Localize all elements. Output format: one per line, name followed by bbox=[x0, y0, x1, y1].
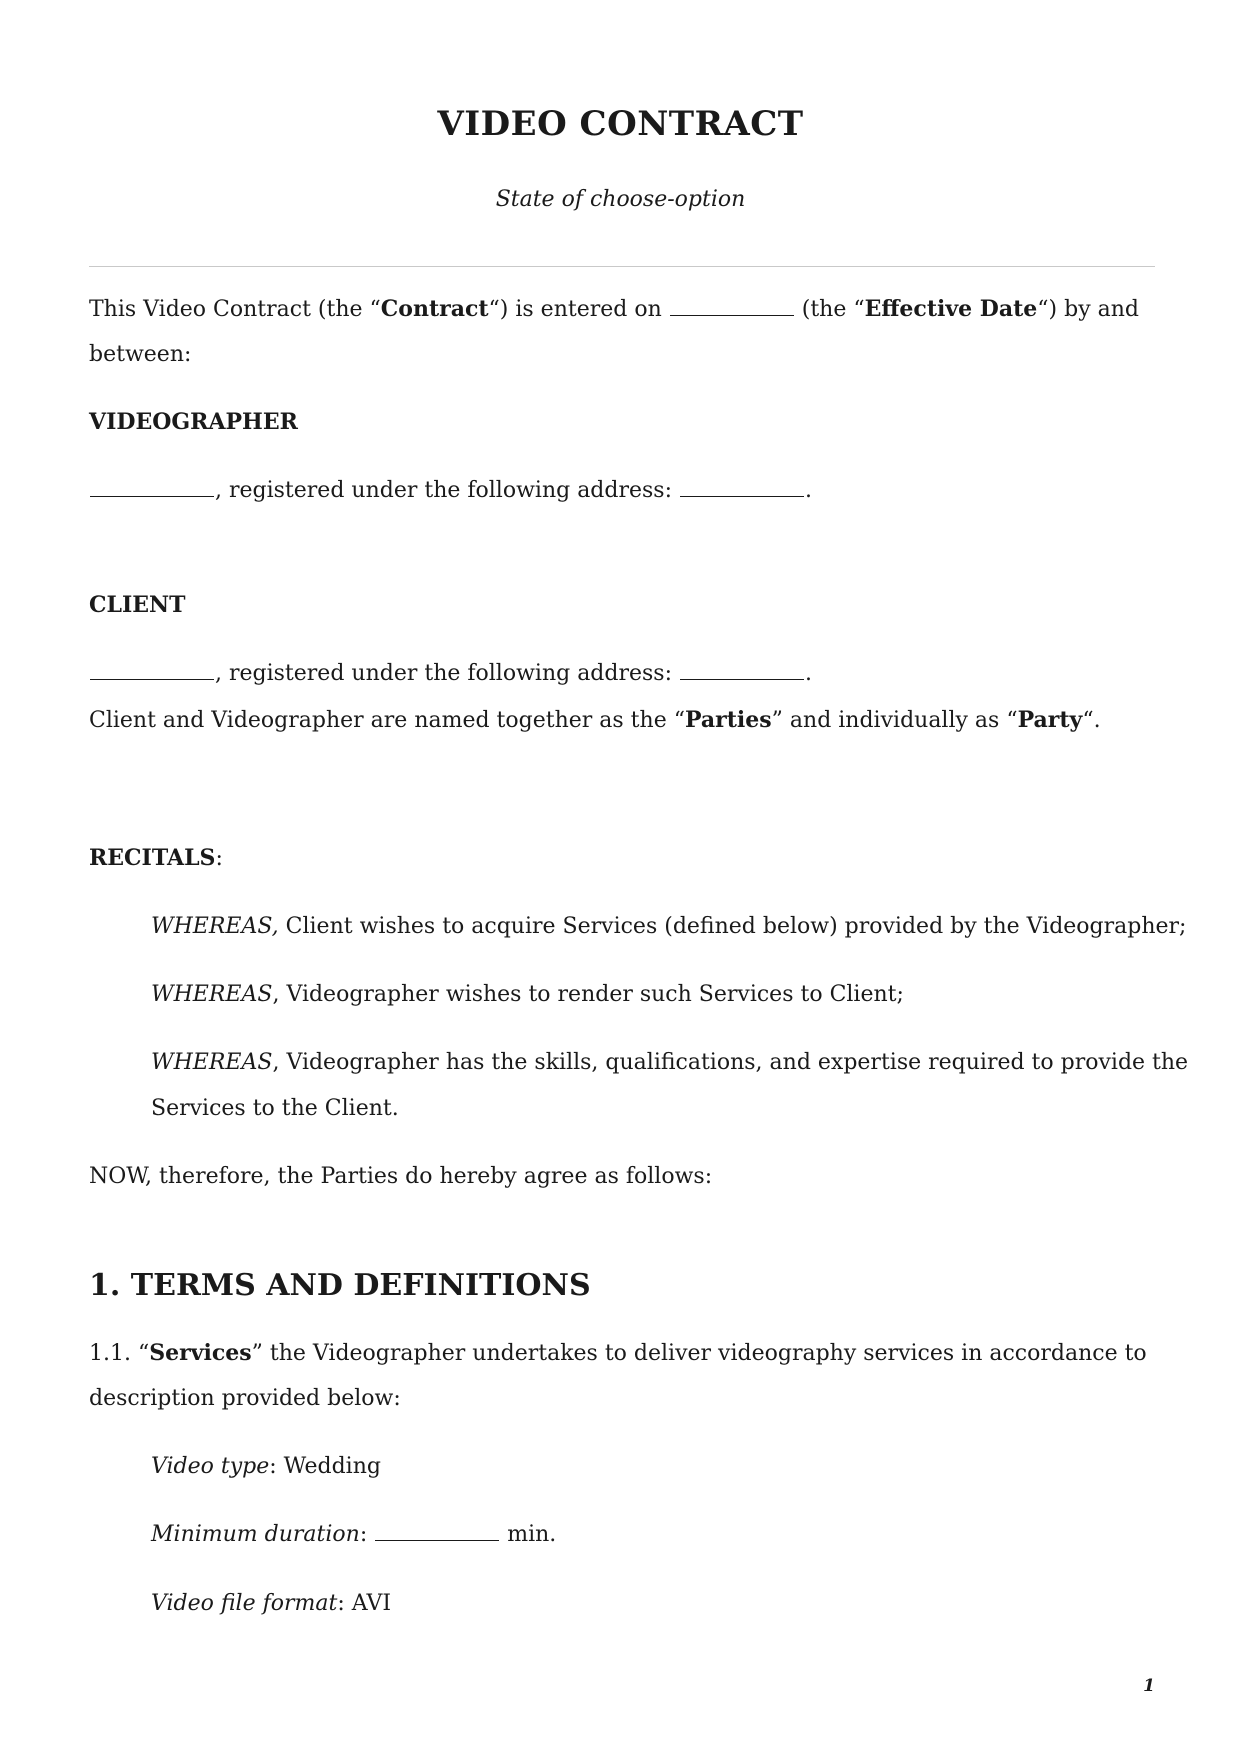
minimum-duration-unit: min. bbox=[507, 1522, 557, 1547]
client-name-blank[interactable] bbox=[90, 659, 214, 680]
page-number: 1 bbox=[1143, 1676, 1155, 1696]
recital-item-1 bbox=[151, 912, 1186, 942]
parties-term: Parties bbox=[684, 707, 772, 733]
intro-text-2: “) is entered on bbox=[488, 297, 662, 322]
effective-date-term: Effective Date bbox=[864, 296, 1038, 322]
contract-term: Contract bbox=[380, 296, 489, 322]
field-video-file-format bbox=[151, 1589, 391, 1619]
minimum-duration-sep: : bbox=[359, 1522, 375, 1547]
parties-sentence bbox=[89, 705, 1101, 736]
recital-text-3: , Videographer has the skills, qualifications, and expertise required to provide the bbox=[272, 1050, 1189, 1075]
videographer-heading: VIDEOGRAPHER bbox=[89, 409, 298, 435]
clause-text: ” the Videographer undertakes to deliver videography services in accordance to bbox=[251, 1341, 1147, 1366]
client-heading: CLIENT bbox=[89, 592, 186, 618]
clause-number: 1.1. “ bbox=[89, 1341, 150, 1366]
intro-text-3: (the “ bbox=[801, 297, 865, 322]
parties-text-1: Client and Videographer are named together as the “ bbox=[89, 708, 685, 733]
recital-item-3-line-2: Services to the Client. bbox=[151, 1096, 399, 1121]
header-divider bbox=[89, 266, 1155, 267]
effective-date-blank[interactable] bbox=[670, 295, 794, 316]
videographer-name-blank[interactable] bbox=[90, 476, 214, 497]
recitals-heading-text: RECITALS bbox=[89, 845, 216, 871]
recital-item-3 bbox=[151, 1048, 1188, 1078]
clause-1-1 bbox=[89, 1338, 1147, 1369]
client-text: , registered under the following address: bbox=[215, 661, 673, 686]
videographer-address-blank[interactable] bbox=[680, 476, 804, 497]
client-address-blank[interactable] bbox=[680, 659, 804, 680]
field-video-type bbox=[151, 1452, 381, 1482]
video-type-label: Video type bbox=[151, 1454, 270, 1479]
parties-text-3: “. bbox=[1082, 708, 1101, 733]
clause-1-1-line-2: description provided below: bbox=[89, 1386, 401, 1411]
section-1-heading: 1. TERMS AND DEFINITIONS bbox=[89, 1268, 591, 1303]
recital-text-1: Client wishes to acquire Services (defined below) provided by the Videographer; bbox=[278, 914, 1187, 939]
parties-text-2: ” and individually as “ bbox=[771, 708, 1018, 733]
recital-text-2: , Videographer wishes to render such Services to Client; bbox=[272, 982, 904, 1007]
videographer-line bbox=[89, 476, 812, 506]
video-type-value: Wedding bbox=[283, 1454, 381, 1479]
intro-text-4: “) by and bbox=[1037, 297, 1139, 322]
recital-lead-2: WHEREAS bbox=[151, 982, 273, 1007]
client-end: . bbox=[805, 661, 813, 686]
video-type-sep: : bbox=[269, 1454, 284, 1479]
client-line bbox=[89, 659, 812, 689]
intro-text-1: This Video Contract (the “ bbox=[89, 297, 381, 322]
services-term: Services bbox=[149, 1340, 252, 1366]
minimum-duration-blank[interactable] bbox=[375, 1520, 499, 1541]
minimum-duration-label: Minimum duration bbox=[151, 1522, 360, 1547]
recitals-closing: NOW, therefore, the Parties do hereby agree as follows: bbox=[89, 1164, 713, 1189]
videographer-text: , registered under the following address: bbox=[215, 478, 673, 503]
videographer-end: . bbox=[805, 478, 813, 503]
field-minimum-duration bbox=[151, 1520, 556, 1550]
intro-line-1 bbox=[89, 294, 1139, 325]
video-file-format-value: AVI bbox=[351, 1591, 392, 1616]
intro-line-2: between: bbox=[89, 342, 192, 367]
recitals-colon: : bbox=[215, 846, 223, 871]
party-term: Party bbox=[1017, 707, 1083, 733]
recital-lead-1: WHEREAS, bbox=[151, 914, 279, 939]
recital-item-2 bbox=[151, 980, 904, 1010]
recitals-heading bbox=[89, 843, 223, 874]
video-file-format-label: Video file format bbox=[151, 1591, 338, 1616]
document-subtitle: State of choose-option bbox=[495, 187, 746, 212]
recital-lead-3: WHEREAS bbox=[151, 1050, 273, 1075]
video-file-format-sep: : bbox=[337, 1591, 352, 1616]
document-title: VIDEO CONTRACT bbox=[437, 104, 804, 144]
